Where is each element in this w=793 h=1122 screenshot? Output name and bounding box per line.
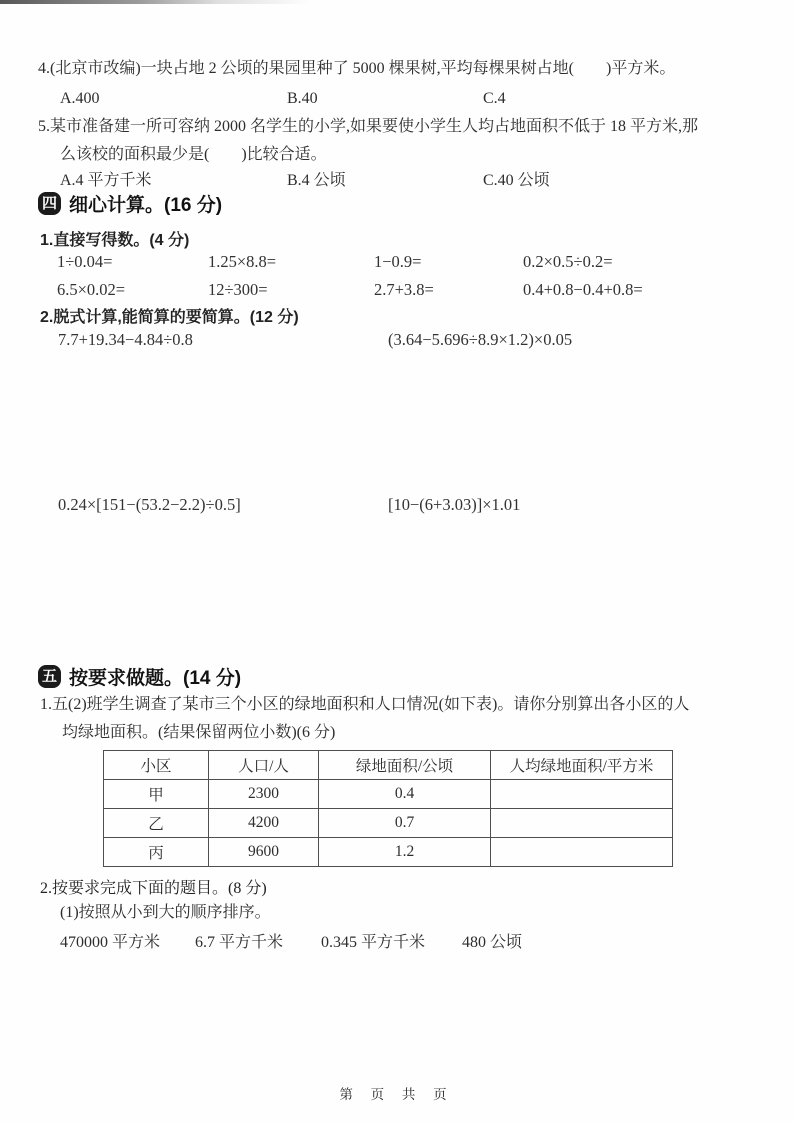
option-a: A.4 平方千米 <box>60 172 152 189</box>
table-cell: 9600 <box>209 838 319 867</box>
table-cell-empty <box>491 809 673 838</box>
section-5-badge-icon: 五 <box>38 665 61 688</box>
table-cell: 乙 <box>104 809 209 838</box>
sort-item: 480 公顷 <box>462 934 523 951</box>
section-5-title: 按要求做题。(14 分) <box>69 668 242 689</box>
option-c: C.4 <box>483 90 506 107</box>
table-cell: 甲 <box>104 780 209 809</box>
calc-item: 0.2×0.5÷0.2= <box>523 252 613 271</box>
section-4-badge-icon: 四 <box>38 192 61 215</box>
table-cell: 4200 <box>209 809 319 838</box>
question-4-text: 4.(北京市改编)一块占地 2 公顷的果园里种了 5000 棵果树,平均每棵果树占地( )平方米。 <box>38 60 676 77</box>
column-header: 人均绿地面积/平方米 <box>491 751 673 780</box>
option-a: A.400 <box>60 90 100 107</box>
quick-calc-row-1 <box>38 252 778 274</box>
expression: [10−(6+3.03)]×1.01 <box>388 495 521 514</box>
sort-items-row <box>60 929 790 951</box>
expression-row-1 <box>38 330 778 352</box>
calc-item: 1÷0.04= <box>57 252 113 271</box>
table-cell: 1.2 <box>319 838 491 867</box>
green-area-survey-table <box>103 750 673 867</box>
section-4-header <box>38 190 222 217</box>
section-5-q2-title: 2.按要求完成下面的题目。(8 分) <box>40 880 267 897</box>
column-header: 小区 <box>104 751 209 780</box>
calc-item: 6.5×0.02= <box>57 280 126 299</box>
option-b: B.4 公顷 <box>287 172 346 189</box>
option-b: B.40 <box>287 90 318 107</box>
expression: 7.7+19.34−4.84÷0.8 <box>58 330 193 349</box>
option-c: C.40 公顷 <box>483 172 550 189</box>
table-cell: 丙 <box>104 838 209 867</box>
question-5-options <box>60 167 790 189</box>
table-header-row <box>104 751 673 780</box>
section-5-header <box>38 663 241 690</box>
calc-item: 1−0.9= <box>374 252 422 271</box>
calc-item: 0.4+0.8−0.4+0.8= <box>523 280 643 299</box>
sort-item: 470000 平方米 <box>60 934 161 951</box>
table-cell: 0.4 <box>319 780 491 809</box>
column-header: 人口/人 <box>209 751 319 780</box>
page-footer: 第 页 共 页 <box>339 1087 454 1102</box>
calc-item: 2.7+3.8= <box>374 280 434 299</box>
sort-item: 6.7 平方千米 <box>195 934 284 951</box>
section-5-q2-sub1: (1)按照从小到大的顺序排序。 <box>60 904 271 921</box>
table-cell-empty <box>491 838 673 867</box>
calc-item: 1.25×8.8= <box>208 252 277 271</box>
question-5-text-line2: 么该校的面积最少是( )比较合适。 <box>60 146 327 163</box>
section-5-q1-line1: 1.五(2)班学生调查了某市三个小区的绿地面积和人口情况(如下表)。请你分别算出各小区的人 <box>40 696 690 713</box>
section-4-sub2-title: 2.脱式计算,能简算的要简算。(12 分) <box>40 309 299 326</box>
quick-calc-row-2 <box>38 280 778 302</box>
question-4-options <box>60 90 790 112</box>
table-row <box>104 809 673 838</box>
scan-edge-artifact <box>0 0 310 4</box>
table-cell-empty <box>491 780 673 809</box>
section-4-title: 细心计算。(16 分) <box>69 195 223 216</box>
expression: (3.64−5.696÷8.9×1.2)×0.05 <box>388 330 573 349</box>
calc-item: 12÷300= <box>208 280 268 299</box>
expression: 0.24×[151−(53.2−2.2)÷0.5] <box>58 495 241 514</box>
table-row <box>104 838 673 867</box>
table-cell: 2300 <box>209 780 319 809</box>
section-5-q1-line2: 均绿地面积。(结果保留两位小数)(6 分) <box>62 724 336 741</box>
expression-row-2 <box>38 495 778 517</box>
sort-item: 0.345 平方千米 <box>321 934 426 951</box>
table-cell: 0.7 <box>319 809 491 838</box>
section-4-sub1-title: 1.直接写得数。(4 分) <box>40 232 190 249</box>
question-5-text-line1: 5.某市准备建一所可容纳 2000 名学生的小学,如果要使小学生人均占地面积不低于 18 平方米,那 <box>38 118 699 135</box>
table-row <box>104 780 673 809</box>
column-header: 绿地面积/公顷 <box>319 751 491 780</box>
